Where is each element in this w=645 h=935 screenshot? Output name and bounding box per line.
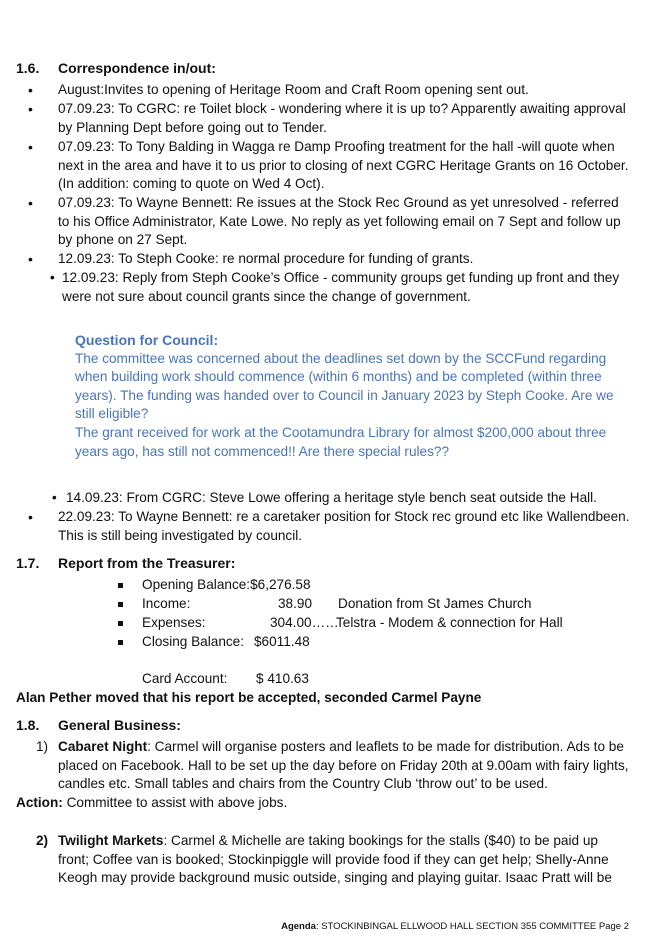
- closing-label: Closing Balance:: [142, 634, 245, 649]
- opening-balance: Opening Balance:$6,276.58: [142, 577, 311, 592]
- page-footer: [281, 921, 629, 933]
- list-item: [28, 194, 630, 250]
- general-business-item: [36, 832, 630, 888]
- list-item-text: 07.09.23: To Tony Balding in Wagga re Damp Proofing treatment for the hall -will quote when next in the area and have it to us prior to closing of next CGRC Heritage Grants on 16 October. (In addition: coming to quote on Wed 4 Oct).: [58, 139, 629, 192]
- list-item-text: 14.09.23: From CGRC: Steve Lowe offering a heritage style bench seat outside the Hall.: [66, 490, 597, 505]
- list-item: [50, 269, 630, 306]
- list-item: [28, 100, 630, 137]
- item-text: : Carmel will organise posters and leaflets to be made for distribution. Ads to be placed on Facebook. Hall to be set up the day before on Friday 20th at 9.00am with fairy lights, candles etc. Small tables and chairs from the Country Club ‘throw out’ to be used.: [58, 739, 629, 792]
- list-item-text: 07.09.23: To Wayne Bennett: Re issues at the Stock Rec Ground as yet unresolved - referred to his Office Administrator, Kate Lowe. No reply as yet following email on 7 Sept and follow up by phone on 27 Sept.: [58, 195, 621, 248]
- section-heading-general-business: [16, 716, 181, 735]
- list-item-text: 07.09.23: To CGRC: re Toilet block - wondering where it is up to? Apparently awaiting approval by Planning Dept before going out to Tender.: [58, 101, 626, 135]
- general-business-item: [36, 738, 630, 794]
- list-item-text: 22.09.23: To Wayne Bennett: re a caretaker position for Stock rec ground etc like Wallendbeen. This is still being investigated by council.: [58, 509, 630, 543]
- action-line: [16, 794, 287, 813]
- action-label: Action:: [16, 795, 63, 810]
- question-paragraph: The committee was concerned about the deadlines set down by the SCCFund regarding when building work should commence (within 6 months) and be completed (within three years). The funding was handed over to Council in January 2023 by Steph Cooke. Are we still eligible?: [75, 350, 614, 422]
- list-item-text: August:Invites to opening of Heritage Room and Craft Room opening sent out.: [58, 82, 529, 97]
- item-number: 2): [36, 833, 49, 848]
- bullet: •: [52, 490, 57, 505]
- list-item: [28, 138, 630, 194]
- square-bullet: [118, 621, 123, 626]
- expenses-note: Telstra - Modem & connection for Hall: [336, 615, 563, 630]
- footer-label: Agenda: [281, 921, 316, 932]
- bullet: •: [28, 195, 33, 211]
- bullet: •: [28, 82, 33, 98]
- square-bullet: [118, 583, 123, 588]
- section-title: General Business:: [58, 717, 181, 733]
- bullet: •: [28, 101, 33, 117]
- list-item: [28, 508, 630, 545]
- list-item: [28, 81, 630, 100]
- question-for-council: [75, 331, 615, 461]
- income-note: Donation from St James Church: [338, 596, 532, 611]
- action-text: Committee to assist with above jobs.: [62, 795, 288, 810]
- bullet: •: [28, 139, 33, 155]
- income-label: Income:: [142, 596, 191, 611]
- square-bullet: [118, 602, 123, 607]
- item-title: Twilight Markets: [58, 833, 164, 848]
- income-amount: 38.90: [278, 596, 313, 611]
- section-number: 1.6.: [16, 60, 40, 76]
- square-bullet: [118, 640, 123, 645]
- section-number: 1.8.: [16, 717, 40, 733]
- question-title: Question for Council:: [75, 332, 219, 348]
- question-paragraph: The grant received for work at the Cootamundra Library for almost $200,000 about three years ago, has still not commenced!! Are there special rules??: [75, 424, 607, 459]
- section-title: Correspondence in/out:: [58, 60, 216, 76]
- section-title: Report from the Treasurer:: [58, 555, 236, 571]
- closing-amount: $6011.48: [254, 634, 310, 649]
- card-label: Card Account:: [142, 671, 228, 686]
- expenses-label: Expenses:: [142, 615, 206, 630]
- list-item: [28, 250, 630, 269]
- item-text: : Carmel & Michelle are taking bookings for the stalls ($40) to be paid up front; Coffee van is booked; Stockinpiggle will provide food if they can get help; Shelly-Anne Keogh may provide background music outside, singing and playing guitar. Isaac Pratt will be: [58, 833, 612, 886]
- section-number: 1.7.: [16, 555, 40, 571]
- bullet: •: [28, 251, 33, 267]
- bullet: •: [50, 270, 55, 285]
- item-title: Cabaret Night: [58, 739, 148, 754]
- item-number: 1): [36, 739, 49, 754]
- footer-text: : STOCKINBINGAL ELLWOOD HALL SECTION 355 COMMITTEE Page 2: [315, 921, 629, 932]
- expenses-amount: 304.00……: [270, 615, 339, 630]
- card-amount: $ 410.63: [256, 671, 309, 686]
- list-item-text: 12.09.23: To Steph Cooke: re normal procedure for funding of grants.: [58, 251, 474, 266]
- section-heading-correspondence: [16, 59, 216, 78]
- section-heading-treasurer: [16, 554, 235, 573]
- list-item: [52, 489, 632, 508]
- motion-text: Alan Pether moved that his report be accepted, seconded Carmel Payne: [16, 690, 482, 705]
- list-item-text: 12.09.23: Reply from Steph Cooke’s Office - community groups get funding up front and they were not sure about council grants since the change of government.: [62, 270, 620, 304]
- bullet: •: [28, 509, 33, 525]
